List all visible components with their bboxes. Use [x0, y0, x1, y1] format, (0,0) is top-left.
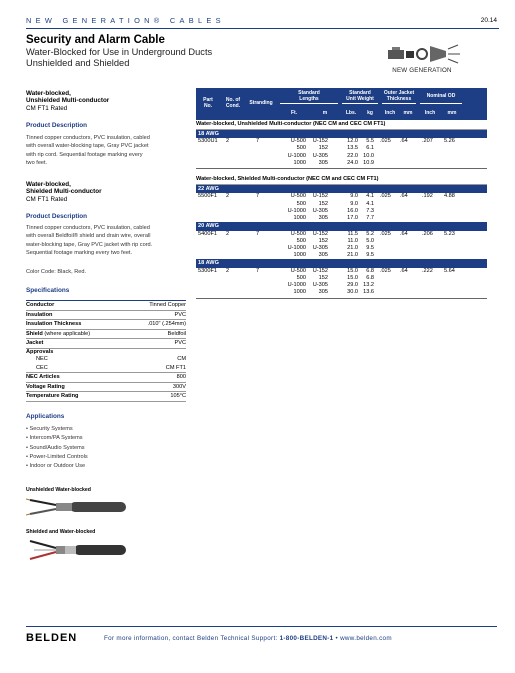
spec-row: Insulation PVC: [26, 311, 186, 321]
spec-row: Voltage Rating 300V: [26, 383, 186, 393]
color-code: Color Code: Black, Red.: [26, 269, 87, 275]
spec-row: Shield (where applicable) Beldfoil: [26, 330, 186, 340]
table-row: 5300F1 2 7 .025 .64 .222 5.64 U-500 U-152 15.0 6.8: [198, 267, 455, 274]
spec-row: NEC Articles 800: [26, 373, 186, 383]
table-row: 1000 305 17.0 7.7: [293, 214, 374, 221]
shielded-desc-heading: Product Description: [26, 213, 88, 220]
page-number: 20.14: [480, 17, 497, 24]
unshielded-image-label: Unshielded Water-blocked: [26, 487, 91, 493]
table-header: Part No. No. of Cond. Stranding Standard Lengths Standard Unit Weight Outer Jacket Thickness Nominal OD Ft. m Lbs. kg Inch mm Inch mm: [196, 88, 487, 120]
shielded-rating: CM FT1 Rated: [26, 196, 68, 203]
shielded-cable-illustration: [26, 538, 126, 562]
table-row: 500 152 9.0 4.1: [296, 200, 374, 207]
logo-text: NEW GENERATION: [392, 67, 452, 74]
table-row: 5300U1 2 7 .025 .64 .207 5.26 U-500 U-152 12.0 5.5: [198, 138, 455, 145]
unshielded-desc-heading: Product Description: [26, 122, 88, 129]
unshielded-cable-illustration: [26, 496, 126, 518]
header-divider: [26, 28, 499, 29]
applications-list: [26, 425, 88, 471]
spec-row: Jacket PVC: [26, 339, 186, 349]
table-row: 5400F1 2 7 .025 .64 .206 5.23 U-500 U-152 11.5 5.2: [198, 230, 455, 237]
spec-row: Insulation Thickness .010" (.254mm): [26, 320, 186, 330]
footer-divider: [26, 626, 497, 627]
table-row: U-1000 U-305 21.0 9.5: [287, 244, 374, 251]
awg-heading: 20 AWG: [196, 222, 487, 231]
shielded-heading-1: Water-blocked,: [26, 181, 71, 188]
applications-heading: Applications: [26, 413, 65, 420]
shielded-description: Tinned copper conductors, PVC insulation, cabled with overall Beldfoil® shield and drain wire, overall water-blocking tape, Gray PVC jacket with rip cord. Sequential footage marking every two feet.: [26, 225, 153, 256]
group-heading: Water-blocked, Unshielded Multi-conductor (NEC CM and CEC CM FT1): [196, 120, 487, 130]
product-table: [196, 88, 487, 305]
spec-row: Temperature Rating 105°C: [26, 392, 186, 402]
unshielded-rating: CM FT1 Rated: [26, 105, 68, 112]
spec-row: Conductor Tinned Copper: [26, 300, 186, 311]
shielded-image-label: Shielded and Water-blocked: [26, 529, 96, 535]
list-item: • Indoor or Outdoor Use: [26, 462, 88, 471]
table-row: 500 152 13.5 6.1: [296, 145, 374, 152]
list-item: • Intercom/PA Systems: [26, 434, 88, 443]
table-row: 1000 305 30.0 13.6: [293, 289, 374, 296]
belden-logo: BELDEN: [26, 632, 78, 644]
table-row: U-1000 U-305 22.0 10.0: [287, 152, 374, 159]
table-row: 1000 305 21.0 9.5: [293, 252, 374, 259]
awg-heading: 18 AWG: [196, 259, 487, 268]
table-row: 500 152 11.0 5.0: [296, 237, 374, 244]
approval-row: NEC CM: [36, 356, 186, 363]
awg-heading: 22 AWG: [196, 185, 487, 194]
approvals-label: Approvals: [26, 348, 54, 355]
table-row: U-1000 U-305 16.0 7.3: [287, 207, 374, 214]
series-header: NEW GENERATION® CABLES: [26, 16, 225, 25]
spec-table: [26, 300, 186, 402]
awg-heading: 18 AWG: [196, 130, 487, 139]
footer-contact: For more information, contact Belden Technical Support: 1-800-BELDEN-1 • www.belden.com: [104, 635, 392, 642]
unshielded-heading-2: Unshielded Multi-conductor: [26, 97, 110, 104]
new-generation-logo: [380, 38, 464, 74]
list-item: • Sound/Audio Systems: [26, 444, 88, 453]
list-item: • Security Systems: [26, 425, 88, 434]
list-item: • Power-Limited Controls: [26, 453, 88, 462]
shielded-heading-2: Shielded Multi-conductor: [26, 188, 102, 195]
table-row: 1000 305 24.0 10.9: [293, 159, 374, 166]
approval-row: CEC CM FT1: [26, 364, 186, 374]
subtitle-line-1: Water-Blocked for Use in Underground Ducts: [26, 47, 213, 57]
table-row: 500 152 15.0 6.8: [296, 275, 374, 282]
table-row: 5500F1 2 7 .025 .64 .192 4.88 U-500 U-152 9.0 4.1: [198, 193, 455, 200]
group-heading: Water-blocked, Shielded Multi-conductor (NEC CM and CEC CM FT1): [196, 175, 487, 185]
page-title: Security and Alarm Cable: [26, 34, 165, 46]
unshielded-description: Tinned copper conductors, PVC insulation, cabled with overall water-blocking tape, Gray PVC jacket with rip cord. Sequential footage marking every two feet.: [26, 135, 150, 166]
subtitle-line-2: Unshielded and Shielded: [26, 58, 130, 68]
unshielded-heading-1: Water-blocked,: [26, 90, 71, 97]
table-row: U-1000 U-305 29.0 13.2: [287, 282, 374, 289]
specifications-heading: Specifications: [26, 287, 70, 294]
